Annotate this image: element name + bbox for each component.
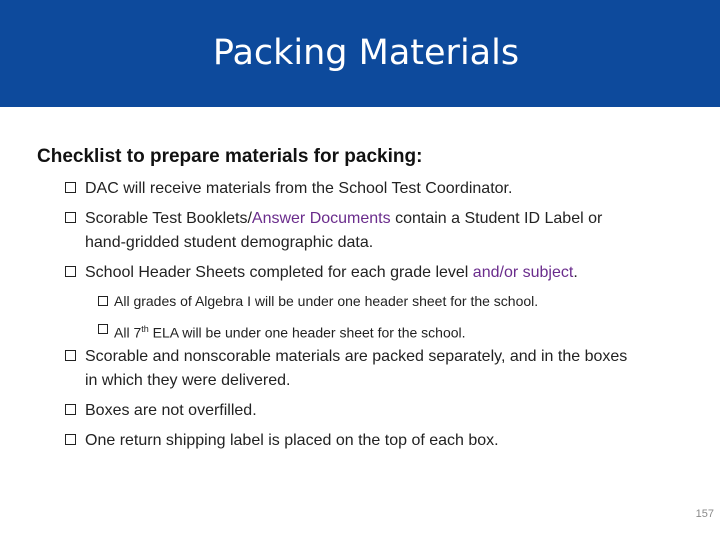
checkbox-icon [65, 182, 76, 193]
checklist-item: One return shipping label is placed on the top of each box. [65, 429, 499, 453]
checkbox-icon [98, 296, 108, 306]
slide-title: Packing Materials [212, 33, 520, 73]
checklist-item: Scorable and nonscorable materials are packed separately, and in the boxes in which they were delivered. [65, 345, 627, 393]
checklist-subitem: All 7th ELA will be under one header sheet for the school. [98, 317, 466, 345]
checklist-item: Scorable Test Booklets/Answer Documents contain a Student ID Label or hand-gridded student demographic data. [65, 207, 602, 255]
checklist-item: School Header Sheets completed for each grade level and/or subject. [65, 261, 578, 285]
checkbox-icon [65, 266, 76, 277]
checklist-subitem: All grades of Algebra I will be under one header sheet for the school. [98, 289, 538, 313]
checklist-item: Boxes are not overfilled. [65, 399, 257, 423]
page-number: 157 [695, 508, 714, 520]
and-or-subject-link[interactable]: and/or subject [472, 264, 574, 281]
checklist-heading: Checklist to prepare materials for packing: [37, 146, 423, 167]
checkbox-icon [65, 434, 76, 445]
answer-documents-link[interactable]: Answer Documents [251, 210, 391, 227]
checkbox-icon [65, 350, 76, 361]
checkbox-icon [65, 404, 76, 415]
checkbox-icon [98, 324, 108, 334]
checkbox-icon [65, 212, 76, 223]
checklist-item: DAC will receive materials from the School Test Coordinator. [65, 177, 512, 201]
